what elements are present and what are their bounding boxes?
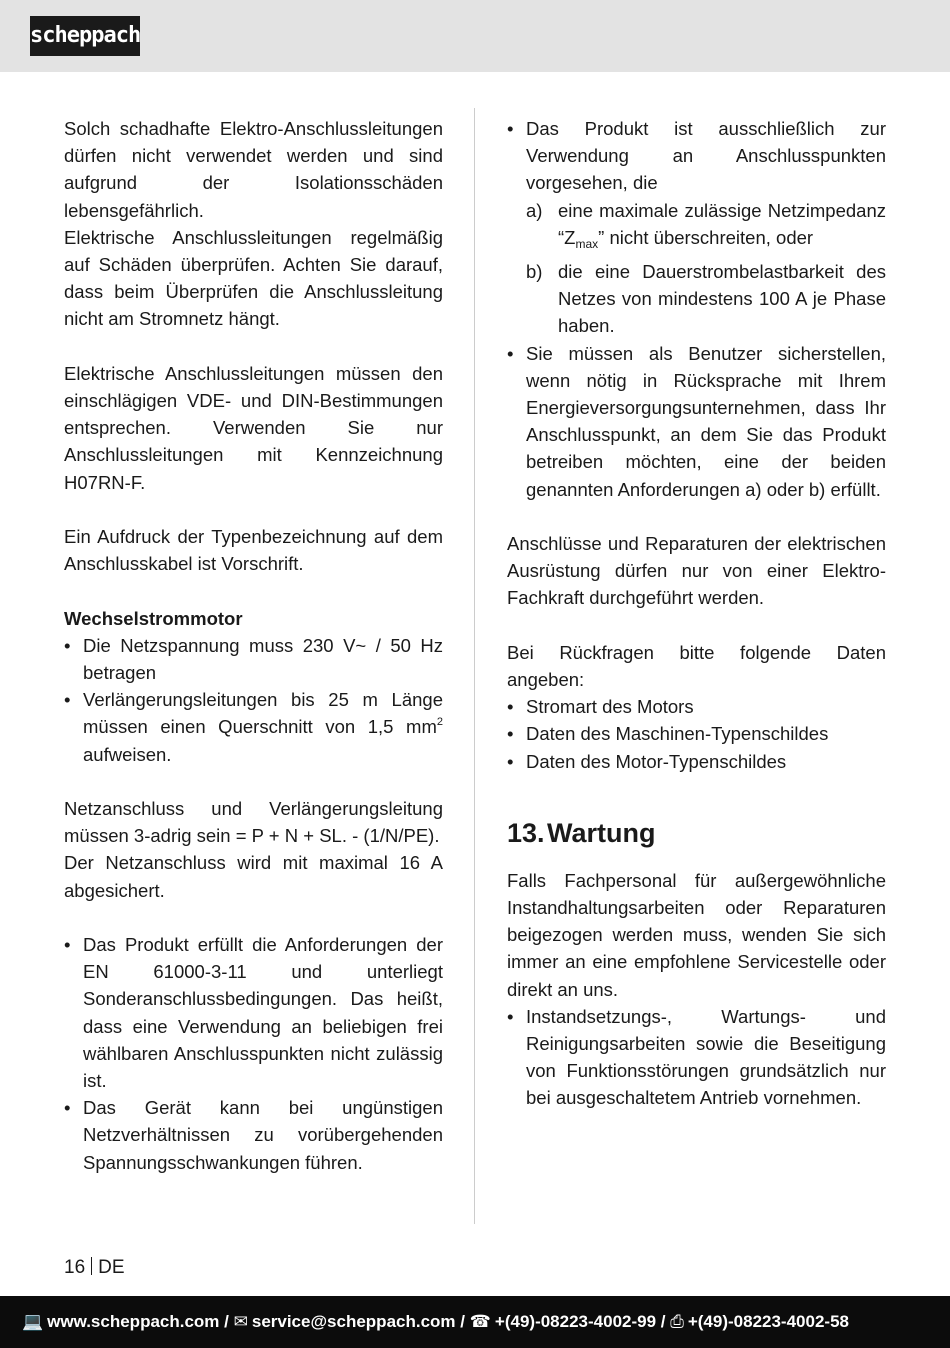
scheppach-logo: scheppach <box>30 16 140 56</box>
left-column <box>64 115 443 1176</box>
page-header <box>0 0 950 72</box>
superscript: 2 <box>436 716 443 729</box>
list-item: • Stromart des Motors <box>507 696 694 718</box>
email-link[interactable]: service@scheppach.com / <box>251 1312 465 1331</box>
data-list <box>507 693 886 775</box>
paragraph: Netzanschluss und Verlängerungsleitung müssen 3-adrig sein = P + N + SL. - (1/N/PE). <box>64 798 443 847</box>
mail-icon: ✉ <box>233 1312 248 1331</box>
fax-number: +(49)-08223-4002-58 <box>687 1312 849 1331</box>
list-item: • Daten des Maschinen-Typenschildes <box>507 723 829 745</box>
contact-footer <box>0 1296 950 1348</box>
paragraph: Ein Aufdruck der Typenbezeichnung auf dem Anschlusskabel ist Vorschrift. <box>64 526 443 575</box>
sub-list <box>526 197 886 340</box>
list-item: • Das Produkt erfüllt die Anforderungen der EN 61000-3-11 und unterliegt Sonderanschlussbedingungen. Das heißt, dass eine Verwendung an beliebigen frei wählbaren Anschlusspunkten nicht zulässig ist. <box>64 934 443 1092</box>
bullet-list <box>507 1003 886 1112</box>
bullet-list <box>64 931 443 1176</box>
paragraph: Solch schadhafte Elektro-Anschlussleitungen dürfen nicht verwendet werden und sind aufgrund der Isolationsschäden lebensgefährlich. <box>64 118 443 221</box>
right-column <box>507 115 886 1112</box>
paragraph: Elektrische Anschlussleitungen regelmäßig auf Schäden überprüfen. Achten Sie darauf, dass beim Überprüfen die Anschlussleitung nicht am Stromnetz hängt. <box>64 226 443 330</box>
list-item: • Daten des Motor-Typenschildes <box>507 750 787 772</box>
section-subheading: Wechselstrommotor <box>64 607 243 629</box>
list-item: • Sie müssen als Benutzer sicherstellen, wenn nötig in Rücksprache mit Ihrem Energieversorgungsunternehmen, dass Ihr Anschlusspunkt, an dem Sie das Produkt betreiben möchten, eine der beiden genannten Anforderungen a) oder b) erfüllt. <box>507 342 886 500</box>
list-item: • Die Netzspannung muss 230 V~ / 50 Hz betragen <box>64 634 443 684</box>
phone-icon: ☎ <box>469 1312 491 1331</box>
sub-list-item: b) die eine Dauerstrombelastbarkeit des Netzes von mindestens 100 A je Phase haben. <box>526 261 886 337</box>
fax-icon: ⎙ <box>670 1312 684 1331</box>
column-divider <box>474 108 475 1224</box>
section-heading: 13. Wartung <box>507 817 656 848</box>
list-item: • Das Gerät kann bei ungünstigen Netzverhältnissen zu vorübergehenden Spannungsschwankungen führen. <box>64 1097 443 1173</box>
bullet-list <box>507 115 886 503</box>
computer-icon: 💻 <box>22 1312 44 1331</box>
paragraph: Der Netzanschluss wird mit maximal 16 A abgesichert. <box>64 852 443 901</box>
paragraph: Falls Fachpersonal für außergewöhnliche Instandhaltungsarbeiten oder Reparaturen beigezogen werden muss, wenden Sie sich immer an eine empfohlene Servicestelle oder direkt an uns. <box>507 869 886 1000</box>
paragraph: Elektrische Anschlussleitungen müssen den einschlägigen VDE- und DIN-Bestimmungen entsprechen. Verwenden Sie nur Anschlussleitungen mit Kennzeichnung H07RN-F. <box>64 362 443 493</box>
sub-list-item: a) eine maximale zulässige Netzimpedanz “$Z_{max}$” nicht überschreiten, oder <box>526 199 886 251</box>
phone-number: +(49)-08223-4002-99 / <box>494 1312 666 1331</box>
website-link[interactable]: www.scheppach.com / <box>47 1312 229 1331</box>
paragraph: Anschlüsse und Reparaturen der elektrischen Ausrüstung dürfen nur von einer Elektro-Fachkraft durchgeführt werden. <box>507 533 886 609</box>
list-item: • Instandsetzungs-, Wartungs- und Reinigungsarbeiten sowie die Beseitigung von Funktionsstörungen grundsätzlich nur bei ausgeschaltetem Antrieb vornehmen. <box>507 1005 886 1109</box>
motor-requirements-list <box>64 632 443 768</box>
page-number: 16 DE <box>64 1257 125 1278</box>
list-item: • Verlängerungsleitungen bis 25 m Länge müssen einen Querschnitt von 1,5 $mm^2$ aufweisen. <box>64 689 443 765</box>
list-item: • Das Produkt ist ausschließlich zur Verwendung an Anschlusspunkten vorgesehen, die a) eine maximale zulässige Netzimpedanz “$Z_{max}$” nicht überschreiten, oder b) die eine Dauerstrombelastbarkeit des Netzes von mindestens 100 A je Phase haben. <box>507 115 886 340</box>
paragraph: Bei Rückfragen bitte folgende Daten angeben: <box>507 641 886 691</box>
